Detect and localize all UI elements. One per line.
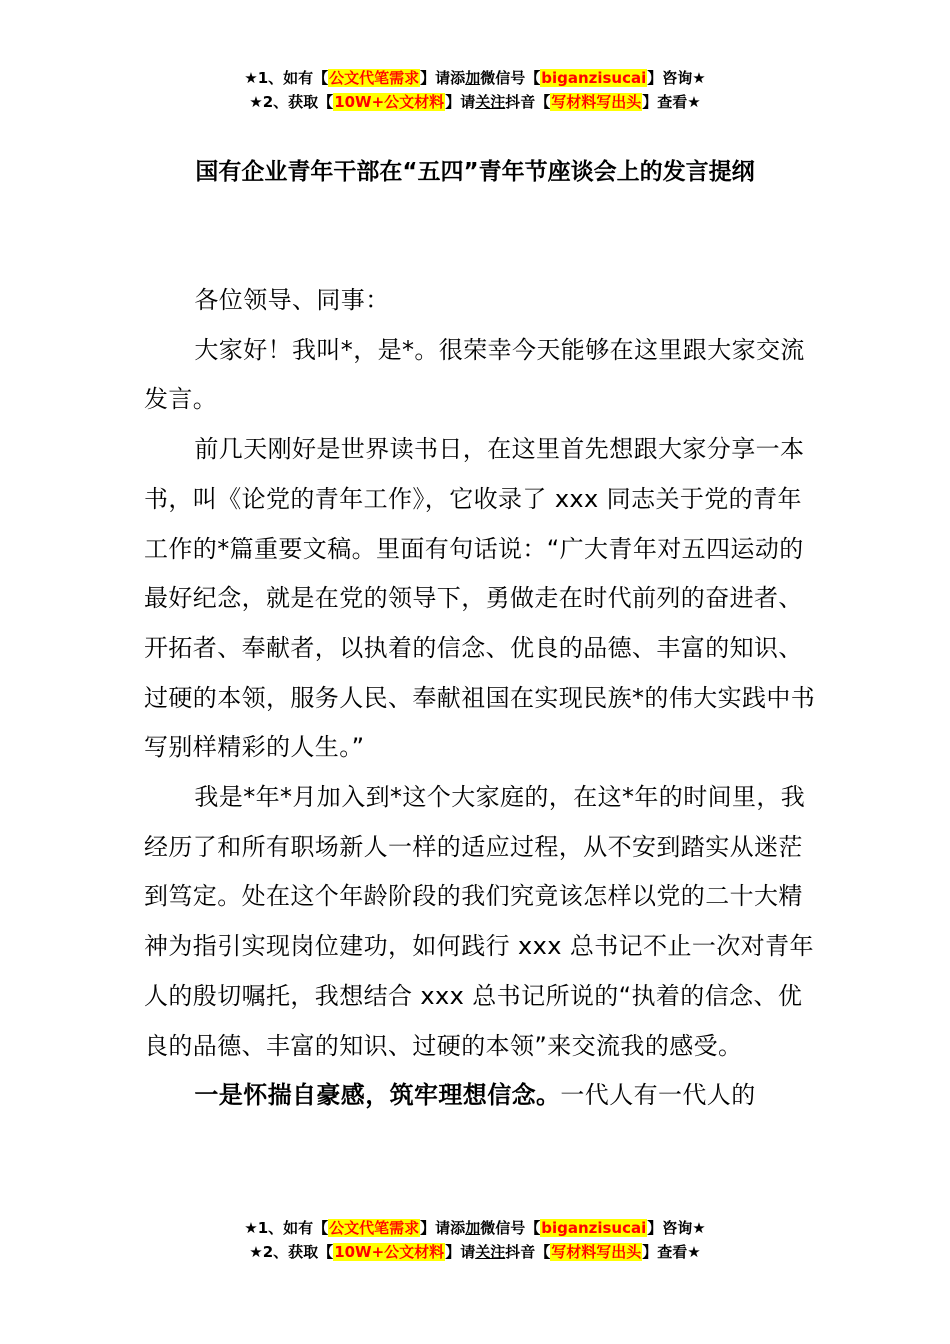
banner-text: 加: [465, 1219, 481, 1237]
paragraph-intro: 大家好！我叫*，是*。很荣幸今天能够在这里跟大家交流发言。: [144, 335, 805, 414]
banner-text: 】请添: [420, 69, 466, 87]
banner-text: ★1、如有【: [244, 1219, 329, 1237]
bottom-banner: [0, 1216, 950, 1264]
banner-text: ★1、如有【: [244, 69, 329, 87]
banner-text: 微信号【: [480, 1219, 541, 1237]
highlight-douyin: 写材料写出头: [551, 93, 642, 111]
highlight-service: 公文代笔需求: [329, 1219, 420, 1237]
banner-text: 抖音【: [505, 93, 551, 111]
point-heading: 一是怀揣自豪感，筑牢理想信念。: [194, 1081, 561, 1110]
highlight-service: 公文代笔需求: [329, 69, 420, 87]
highlight-materials: 10W+公文材料: [334, 93, 445, 111]
paragraph-point-one: [144, 1071, 824, 1121]
highlight-douyin: 写材料写出头: [551, 1243, 642, 1261]
banner-text: 加: [465, 69, 481, 87]
banner-text: 】查看★: [642, 93, 701, 111]
paragraph-greeting: 各位领导、同事：: [194, 286, 390, 314]
highlight-wechat-id: biganzisucai: [541, 1219, 647, 1237]
banner-text: 】请: [445, 1243, 476, 1261]
banner-text: 关注: [475, 93, 506, 111]
banner-line-2: [0, 90, 950, 114]
highlight-wechat-id: biganzisucai: [541, 69, 647, 87]
banner-text: 微信号【: [480, 69, 541, 87]
highlight-materials: 10W+公文材料: [334, 1243, 445, 1261]
banner-line-2: [0, 1240, 950, 1264]
document-body: [144, 276, 824, 1121]
banner-line-1: [0, 66, 950, 90]
document-title: 国有企业青年干部在“五四”青年节座谈会上的发言提纲: [195, 159, 755, 185]
banner-text: 】咨询★: [647, 69, 706, 87]
banner-line-1: [0, 1216, 950, 1240]
paragraph-experience: 我是*年*月加入到*这个大家庭的，在这*年的时间里，我经历了和所有职场新人一样的适应过程，从不安到踏实从迷茫到笃定。处在这个年龄阶段的我们究竟该怎样以党的二十大精神为指引实现岗位建功，如何践行 xxx 总书记不止一次对青年人的殷切嘱托，我想结合 xxx 总书记所说的“执着的信念、优良的品德、丰富的知识、过硬的本领”来交流我的感受。: [144, 783, 814, 1060]
point-text: 一代人有一代人的: [560, 1081, 756, 1110]
top-banner: [0, 66, 950, 114]
paragraph-book: 前几天刚好是世界读书日，在这里首先想跟大家分享一本书，叫《论党的青年工作》，它收录了 xxx 同志关于党的青年工作的*篇重要文稿。里面有句话说：“广大青年对五四运动的最好纪念，就是在党的领导下，勇做走在时代前列的奋进者、开拓者、奉献者，以执着的信念、优良的品德、丰富的知识、过硬的本领，服务人民、奉献祖国在实现民族*的伟大实践中书写别样精彩的人生。”: [144, 435, 816, 762]
banner-text: 】请添: [420, 1219, 466, 1237]
banner-text: 关注: [475, 1243, 506, 1261]
banner-text: ★2、获取【: [249, 1243, 334, 1261]
banner-text: 】请: [445, 93, 476, 111]
banner-text: 】查看★: [642, 1243, 701, 1261]
banner-text: 抖音【: [505, 1243, 551, 1261]
banner-text: ★2、获取【: [249, 93, 334, 111]
banner-text: 】咨询★: [647, 1219, 706, 1237]
